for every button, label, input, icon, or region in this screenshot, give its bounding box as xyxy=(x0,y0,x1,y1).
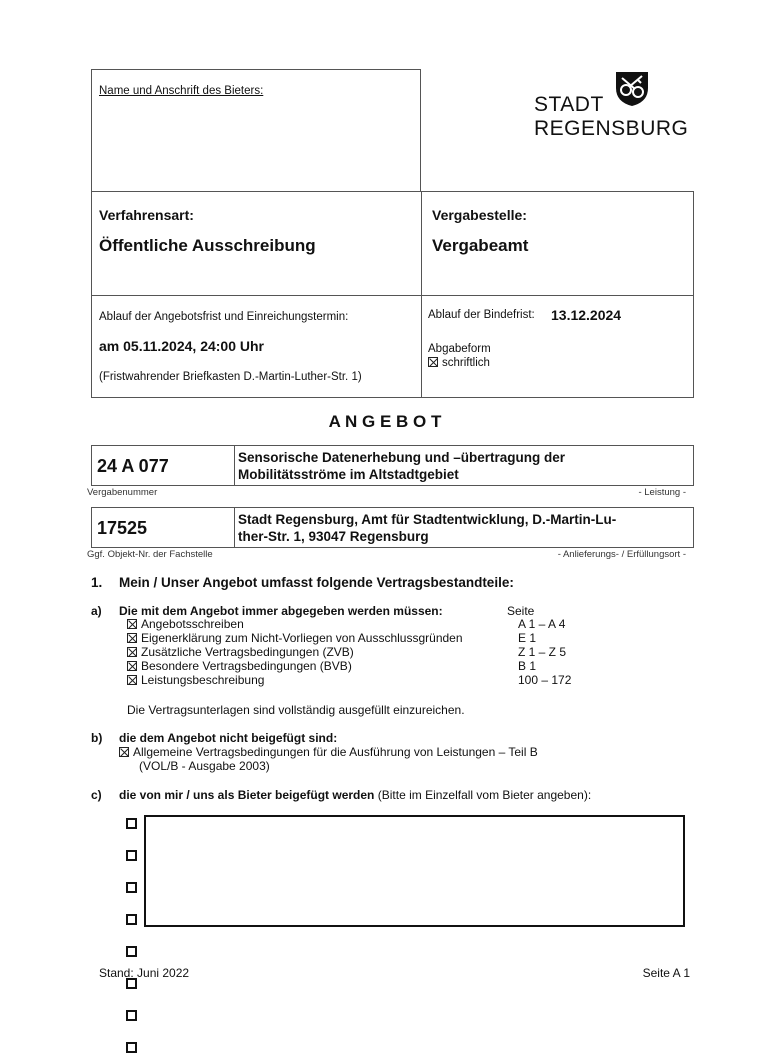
checkbox-checked-icon[interactable] xyxy=(127,675,137,685)
vol-b-edition: (VOL/B - Ausgabe 2003) xyxy=(139,759,270,773)
vol-b-label: Allgemeine Vertragsbedingungen für die Ausführung von Leistungen – Teil B xyxy=(133,745,538,759)
procedure-type-label: Verfahrensart: xyxy=(99,207,194,223)
city-coat-of-arms-icon xyxy=(612,68,652,108)
procedure-divider xyxy=(421,192,422,295)
part-c-letter: c) xyxy=(91,788,102,802)
bidder-label: Name und Anschrift des Bieters: xyxy=(99,85,264,97)
section-heading: Mein / Unser Angebot umfasst folgende Vertragsbestandteile: xyxy=(119,575,514,590)
list-item-page: Z 1 – Z 5 xyxy=(518,645,567,659)
contracting-office-label: Vergabestelle: xyxy=(432,207,527,223)
submission-form-value: schriftlich xyxy=(442,357,490,369)
part-a-letter: a) xyxy=(91,604,102,618)
procedure-box xyxy=(91,191,694,296)
attachment-checkbox[interactable] xyxy=(126,914,137,925)
part-c-text xyxy=(119,788,591,802)
delivery-place-line2: ther-Str. 1, 93047 Regensburg xyxy=(238,529,429,544)
document-title: A N G E B O T xyxy=(328,412,442,431)
delivery-place-line1: Stadt Regensburg, Amt für Stadtentwicklung, D.-Martin-Lu- xyxy=(238,512,617,527)
procedure-type-value: Öffentliche Ausschreibung xyxy=(99,236,316,255)
delivery-place-caption: - Anlieferungs- / Erfüllungsort - xyxy=(557,549,686,560)
logo-text-stadt: STADT xyxy=(534,93,604,116)
submission-form-label: Abgabeform xyxy=(428,343,491,355)
object-box xyxy=(91,507,694,548)
submission-form-option[interactable] xyxy=(428,357,490,369)
checkbox-checked-icon[interactable] xyxy=(119,747,129,757)
list-item[interactable] xyxy=(127,673,264,687)
list-item-label: Leistungsbeschreibung xyxy=(141,673,265,687)
checkbox-checked-icon[interactable] xyxy=(127,647,137,657)
mailbox-note: (Fristwahrender Briefkasten D.-Martin-Luther-Str. 1) xyxy=(99,371,362,383)
list-item-label: Besondere Vertragsbedingungen (BVB) xyxy=(141,659,352,673)
part-c-hint: (Bitte im Einzelfall vom Bieter angeben): xyxy=(377,788,592,802)
award-number: 24 A 077 xyxy=(97,456,169,476)
object-divider xyxy=(234,508,235,547)
part-b-letter: b) xyxy=(91,731,103,745)
list-item-page: E 1 xyxy=(518,631,537,645)
award-divider xyxy=(234,446,235,485)
attachment-checkbox[interactable] xyxy=(126,1042,137,1053)
attachment-checkbox[interactable] xyxy=(126,818,137,829)
attachment-checkbox[interactable] xyxy=(126,946,137,957)
completeness-note: Die Vertragsunterlagen sind vollständig ausgefüllt einzureichen. xyxy=(127,703,465,717)
list-item[interactable] xyxy=(127,645,354,659)
attachment-text-area[interactable] xyxy=(144,815,685,927)
list-item-page: B 1 xyxy=(518,659,537,673)
award-number-caption: Vergabenummer xyxy=(87,487,158,498)
attachment-checkbox-column xyxy=(126,815,140,928)
award-box xyxy=(91,445,694,486)
attachment-checkbox[interactable] xyxy=(126,882,137,893)
part-a-page-header: Seite xyxy=(507,604,535,618)
checkbox-checked-icon[interactable] xyxy=(428,357,438,367)
attachment-checkbox[interactable] xyxy=(126,850,137,861)
checkbox-checked-icon[interactable] xyxy=(127,661,137,671)
object-number-caption: Ggf. Objekt-Nr. der Fachstelle xyxy=(87,549,213,560)
deadlines-divider xyxy=(421,296,422,397)
offer-deadline-label: Ablauf der Angebotsfrist und Einreichungstermin: xyxy=(99,311,349,323)
city-logo xyxy=(534,68,694,143)
checkbox-checked-icon[interactable] xyxy=(127,633,137,643)
logo-text-regensburg: REGENSBURG xyxy=(534,117,689,140)
list-item[interactable] xyxy=(127,631,463,645)
list-item-page: 100 – 172 xyxy=(518,673,572,687)
checkbox-checked-icon[interactable] xyxy=(127,619,137,629)
binding-period-value: 13.12.2024 xyxy=(551,307,622,323)
binding-period-label: Ablauf der Bindefrist: xyxy=(428,309,535,321)
service-title-line2: Mobilitätsströme im Altstadtgebiet xyxy=(238,467,459,482)
list-item[interactable] xyxy=(127,659,352,673)
part-b-heading: die dem Angebot nicht beigefügt sind: xyxy=(119,731,338,745)
service-caption: - Leistung - xyxy=(638,487,686,498)
list-item-label: Angebotsschreiben xyxy=(141,617,244,631)
list-item[interactable] xyxy=(127,617,244,631)
vol-b-item[interactable] xyxy=(119,745,538,759)
bidder-box[interactable] xyxy=(91,69,421,192)
list-item-page: A 1 – A 4 xyxy=(518,617,566,631)
footer-date: Stand: Juni 2022 xyxy=(99,966,190,980)
contracting-office-value: Vergabeamt xyxy=(432,236,529,255)
deadlines-box xyxy=(91,295,694,398)
part-a-heading: Die mit dem Angebot immer abgegeben werden müssen: xyxy=(119,604,443,618)
part-c-heading: die von mir / uns als Bieter beigefügt werden xyxy=(119,788,375,802)
offer-deadline-value: am 05.11.2024, 24:00 Uhr xyxy=(99,338,265,354)
list-item-label: Eigenerklärung zum Nicht-Vorliegen von Ausschlussgründen xyxy=(141,631,463,645)
section-number: 1. xyxy=(91,575,103,590)
service-title-line1: Sensorische Datenerhebung und –übertragung der xyxy=(238,450,566,465)
list-item-label: Zusätzliche Vertragsbedingungen (ZVB) xyxy=(141,645,354,659)
attachment-checkbox[interactable] xyxy=(126,1010,137,1021)
footer-page: Seite A 1 xyxy=(642,966,690,980)
object-number: 17525 xyxy=(97,518,148,538)
